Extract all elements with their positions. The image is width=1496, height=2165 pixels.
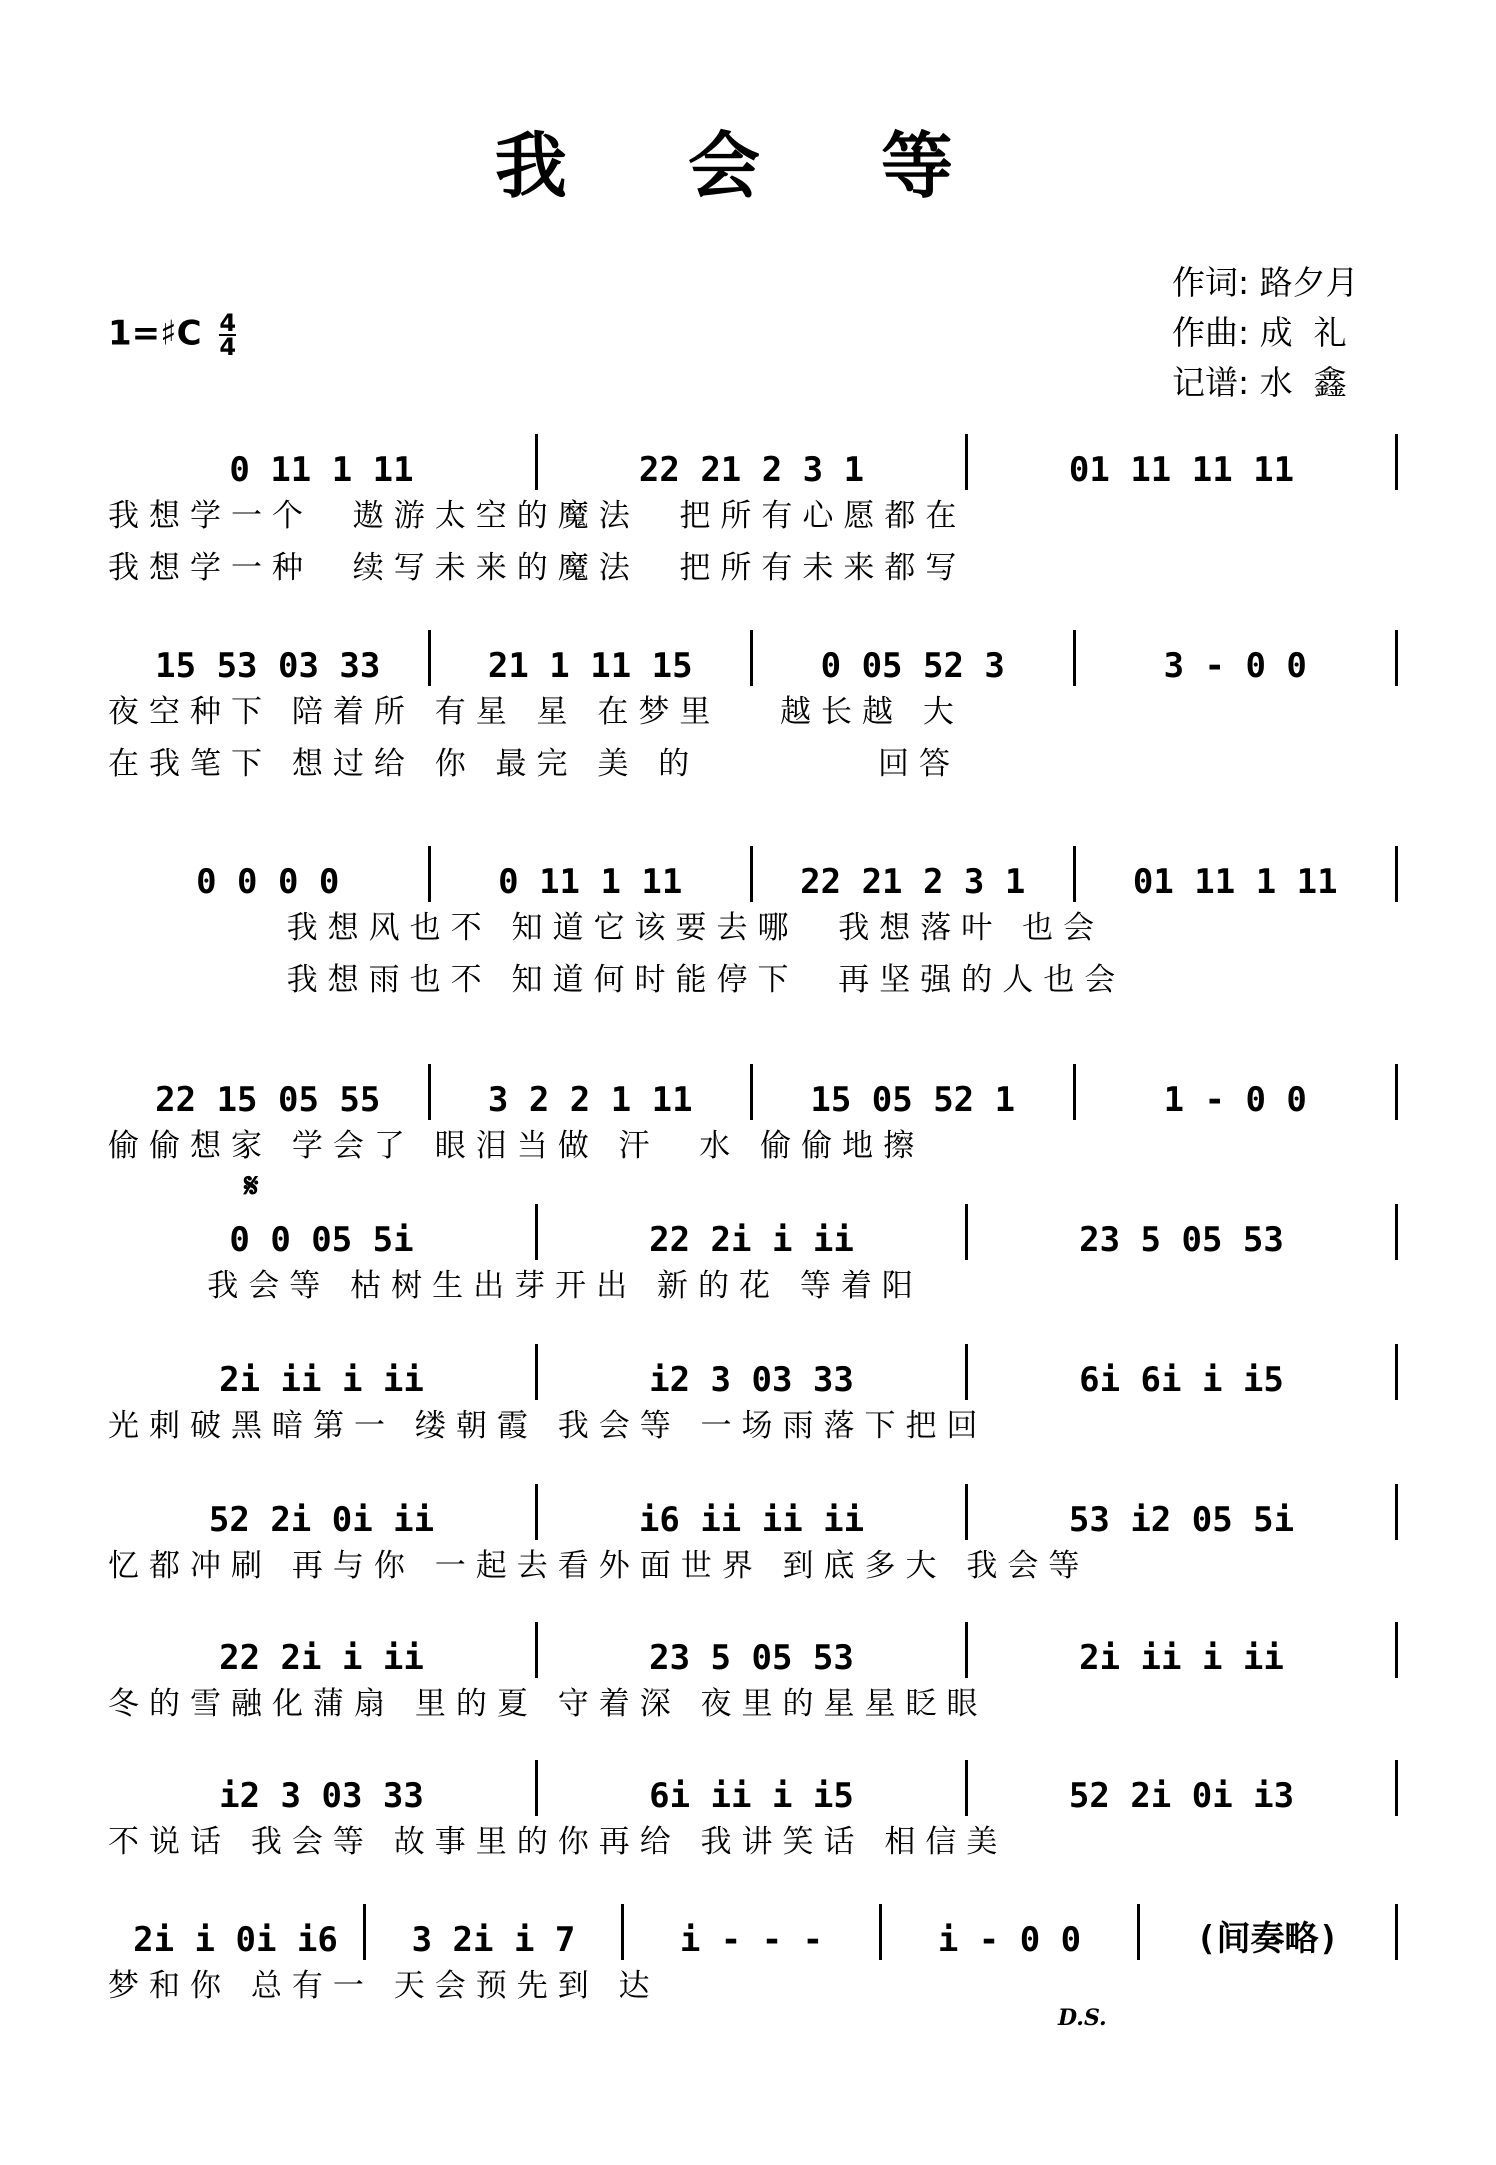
ds-sign: D.S. [1058, 2005, 1107, 2031]
measure: 2i i 0i i6 [133, 1920, 338, 1960]
measure: 6i ii i i5 [649, 1776, 854, 1816]
song-title: 我 会 等 [494, 123, 1002, 208]
bar-line [1395, 1204, 1398, 1260]
lyrics-line: 偷偷想家 学会了 眼泪当做 汗 水 偷偷地擦 [108, 1128, 925, 1164]
measure: 0 11 1 11 [229, 450, 414, 490]
measure: 52 2i 0i ii [208, 1500, 435, 1540]
music-system [108, 1900, 1398, 2012]
measure: 23 5 05 53 [1079, 1220, 1284, 1260]
measure: 2i ii i ii [219, 1360, 424, 1400]
bar-line [1395, 630, 1398, 686]
lyrics-line: 在我笔下 想过给 你 最完 美 的 回答 [108, 746, 960, 782]
lyrics-line: 冬的雪融化蒲扇 里的夏 守着深 夜里的星星眨眼 [108, 1686, 988, 1722]
measure: 1 - 0 0 [1163, 1080, 1307, 1120]
notes-row [108, 1060, 1398, 1120]
measure: i2 3 03 33 [649, 1360, 854, 1400]
measure: 22 21 2 3 1 [800, 862, 1026, 902]
lyrics-line: 梦和你 总有一 天会预先到 达 [108, 1968, 660, 2004]
notes-row [108, 842, 1398, 902]
music-system [108, 430, 1398, 594]
measure: 3 - 0 0 [1163, 646, 1307, 686]
music-system [108, 842, 1398, 1006]
lyrics-line: 我会等 枯树生出芽开出 新的花 等着阳 [108, 1268, 923, 1304]
measure: 52 2i 0i i3 [1068, 1776, 1295, 1816]
notes-row [108, 1480, 1398, 1540]
music-system [108, 1756, 1398, 1868]
bar-line [1395, 1344, 1398, 1400]
measure: 2i ii i ii [1079, 1638, 1284, 1678]
measure: 15 05 52 1 [810, 1080, 1016, 1120]
measure: 23 5 05 53 [649, 1638, 854, 1678]
measure: 3 2 2 1 11 [487, 1080, 693, 1120]
measure: 3 2i i 7 [411, 1920, 576, 1960]
composer-credit: 作曲: 成 礼 [1172, 313, 1347, 352]
music-system [108, 1340, 1398, 1452]
notes-row [108, 1900, 1398, 1960]
notes-row [108, 1618, 1398, 1678]
measure: 01 11 11 11 [1068, 450, 1295, 490]
lyrics-line: 忆都冲刷 再与你 一起去看外面世界 到底多大 我会等 [108, 1548, 1090, 1584]
notes-row [108, 430, 1398, 490]
measure: 0 0 0 0 [196, 862, 340, 902]
music-system [108, 1480, 1398, 1592]
lyrics-line: 我想学一种 续写未来的魔法 把所有未来都写 [108, 550, 967, 586]
measure: 22 2i i ii [649, 1220, 854, 1260]
bar-line [1395, 1622, 1398, 1678]
bar-line [1395, 1064, 1398, 1120]
music-system [108, 626, 1398, 790]
segno-sign: 𝄋 [244, 1166, 259, 1206]
measure: 22 21 2 3 1 [638, 450, 865, 490]
measure: 15 53 03 33 [155, 646, 381, 686]
key-text: 1=♯C [108, 313, 202, 354]
credits [1172, 258, 1359, 408]
lyricist-credit: 作词: 路夕月 [1172, 263, 1359, 302]
lyrics-line: 我想学一个 遨游太空的魔法 把所有心愿都在 [108, 498, 967, 534]
measure: 22 2i i ii [219, 1638, 424, 1678]
transcriber-credit: 记谱: 水 鑫 [1172, 363, 1347, 402]
bar-line [1395, 434, 1398, 490]
measure: i - 0 0 [937, 1920, 1082, 1960]
measure: 22 15 05 55 [155, 1080, 381, 1120]
time-signature [219, 309, 237, 361]
measure: 0 05 52 3 [820, 646, 1005, 686]
bar-line [1395, 1484, 1398, 1540]
lyrics-line: 我想雨也不 知道何时能停下 再坚强的人也会 [108, 962, 1126, 998]
measure: 01 11 1 11 [1132, 862, 1338, 902]
time-signature-bottom: 4 [219, 333, 237, 361]
music-system [108, 1060, 1398, 1172]
measure: 0 0 05 5i [229, 1220, 414, 1260]
notes-row [108, 1756, 1398, 1816]
lyrics-line: 我想风也不 知道它该要去哪 我想落叶 也会 [108, 910, 1105, 946]
measure: i6 ii ii ii [638, 1500, 865, 1540]
measure: i2 3 03 33 [219, 1776, 424, 1816]
bar-line [1395, 846, 1398, 902]
lyrics-line: 夜空种下 陪着所 有星 星 在梦里 越长越 大 [108, 694, 964, 730]
measure: 6i 6i i i5 [1079, 1360, 1284, 1400]
measure: (间奏略) [1196, 1919, 1339, 1959]
measure: i - - - [679, 1920, 824, 1960]
lyrics-line: 光刺破黑暗第一 缕朝霞 我会等 一场雨落下把回 [108, 1408, 988, 1444]
music-system [108, 1618, 1398, 1730]
notes-row [108, 1340, 1398, 1400]
measure: 53 i2 05 5i [1068, 1500, 1295, 1540]
bar-line [1395, 1760, 1398, 1816]
bar-line [1395, 1904, 1398, 1960]
time-signature-top: 4 [219, 309, 237, 337]
measure: 0 11 1 11 [498, 862, 683, 902]
music-system [108, 1200, 1398, 1312]
lyrics-line: 不说话 我会等 故事里的你再给 我讲笑话 相信美 [108, 1824, 1008, 1860]
measure: 21 1 11 15 [487, 646, 693, 686]
notes-row [108, 626, 1398, 686]
key-signature [108, 309, 237, 361]
notes-row [108, 1200, 1398, 1260]
